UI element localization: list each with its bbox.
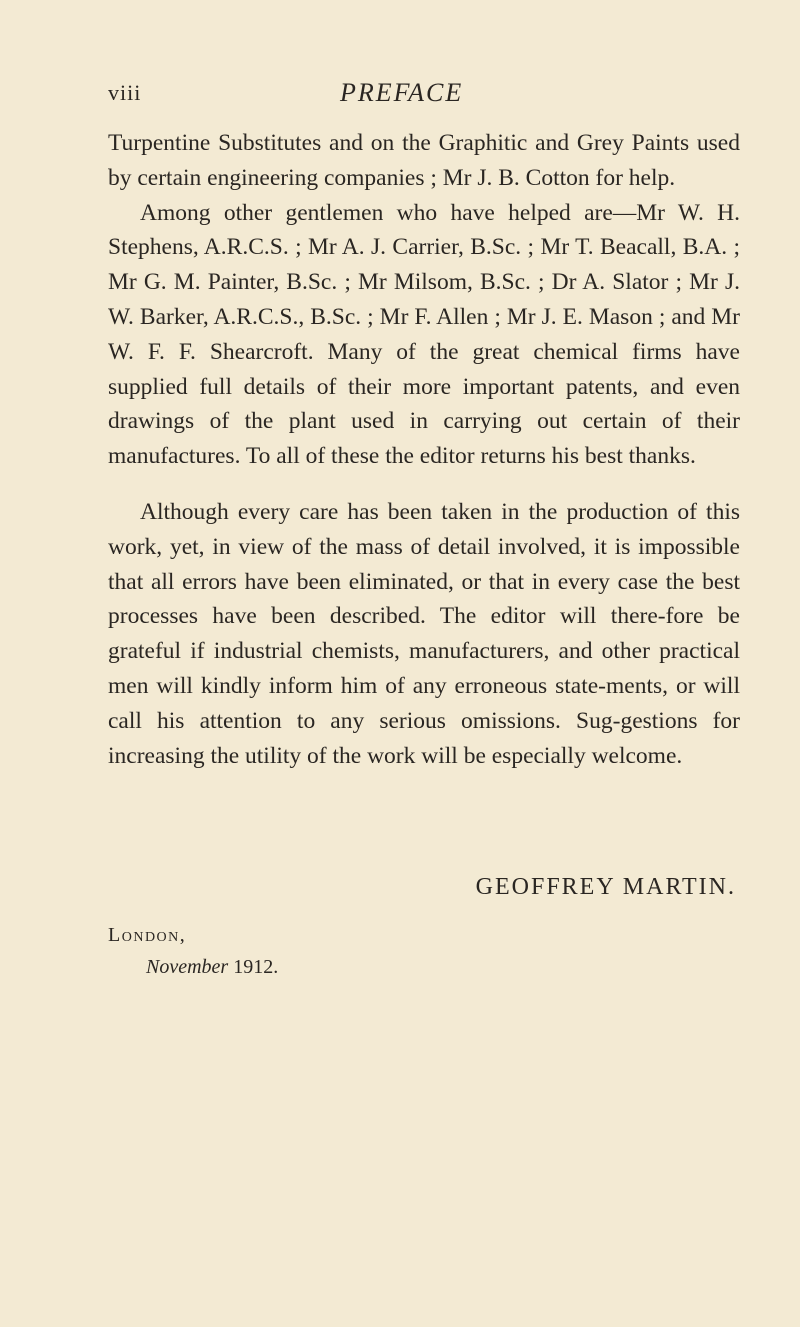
preface-body	[108, 126, 740, 773]
date-year: 1912.	[233, 956, 279, 978]
paragraph-continued: Turpentine Substitutes and on the Graphitic and Grey Paints used by certain engineering companies ; Mr J. B. Cotton for help.	[108, 130, 740, 191]
date-line	[146, 956, 278, 979]
paragraph-errata-request: Although every care has been taken in the production of this work, yet, in view of the mass of detail involved, it is impossible that all errors have been eliminated, or that in every case the best processes have been described. The editor will there-fore be grateful if industrial chemists, manufacturers, and other practical men will kindly inform him of any erroneous state-ments, or will call his attention to any serious omissions. Sug-gestions for increasing the utility of the work will be especially welcome.	[108, 498, 740, 769]
place-line: London,	[108, 924, 187, 946]
author-signature: GEOFFREY MARTIN.	[475, 874, 736, 900]
running-head	[108, 80, 740, 112]
date-month: November	[146, 956, 229, 978]
running-title: PREFACE	[340, 78, 464, 107]
page-number: viii	[108, 80, 142, 105]
paragraph-acknowledgements: Among other gentlemen who have helped are—Mr W. H. Stephens, A.R.C.S. ; Mr A. J. Carrier, B.Sc. ; Mr T. Beacall, B.A. ; Mr G. M. Painter, B.Sc. ; Mr Milsom, B.Sc. ; Dr A. Slator ; Mr J. W. Barker, A.R.C.S., B.Sc. ; Mr F. Allen ; Mr J. E. Mason ; and Mr W. F. F. Shearcroft. Many of the great chemical firms have supplied full details of their more important patents, and even drawings of the plant used in carrying out certain of their manufactures. To all of these the editor returns his best thanks.	[108, 199, 740, 470]
